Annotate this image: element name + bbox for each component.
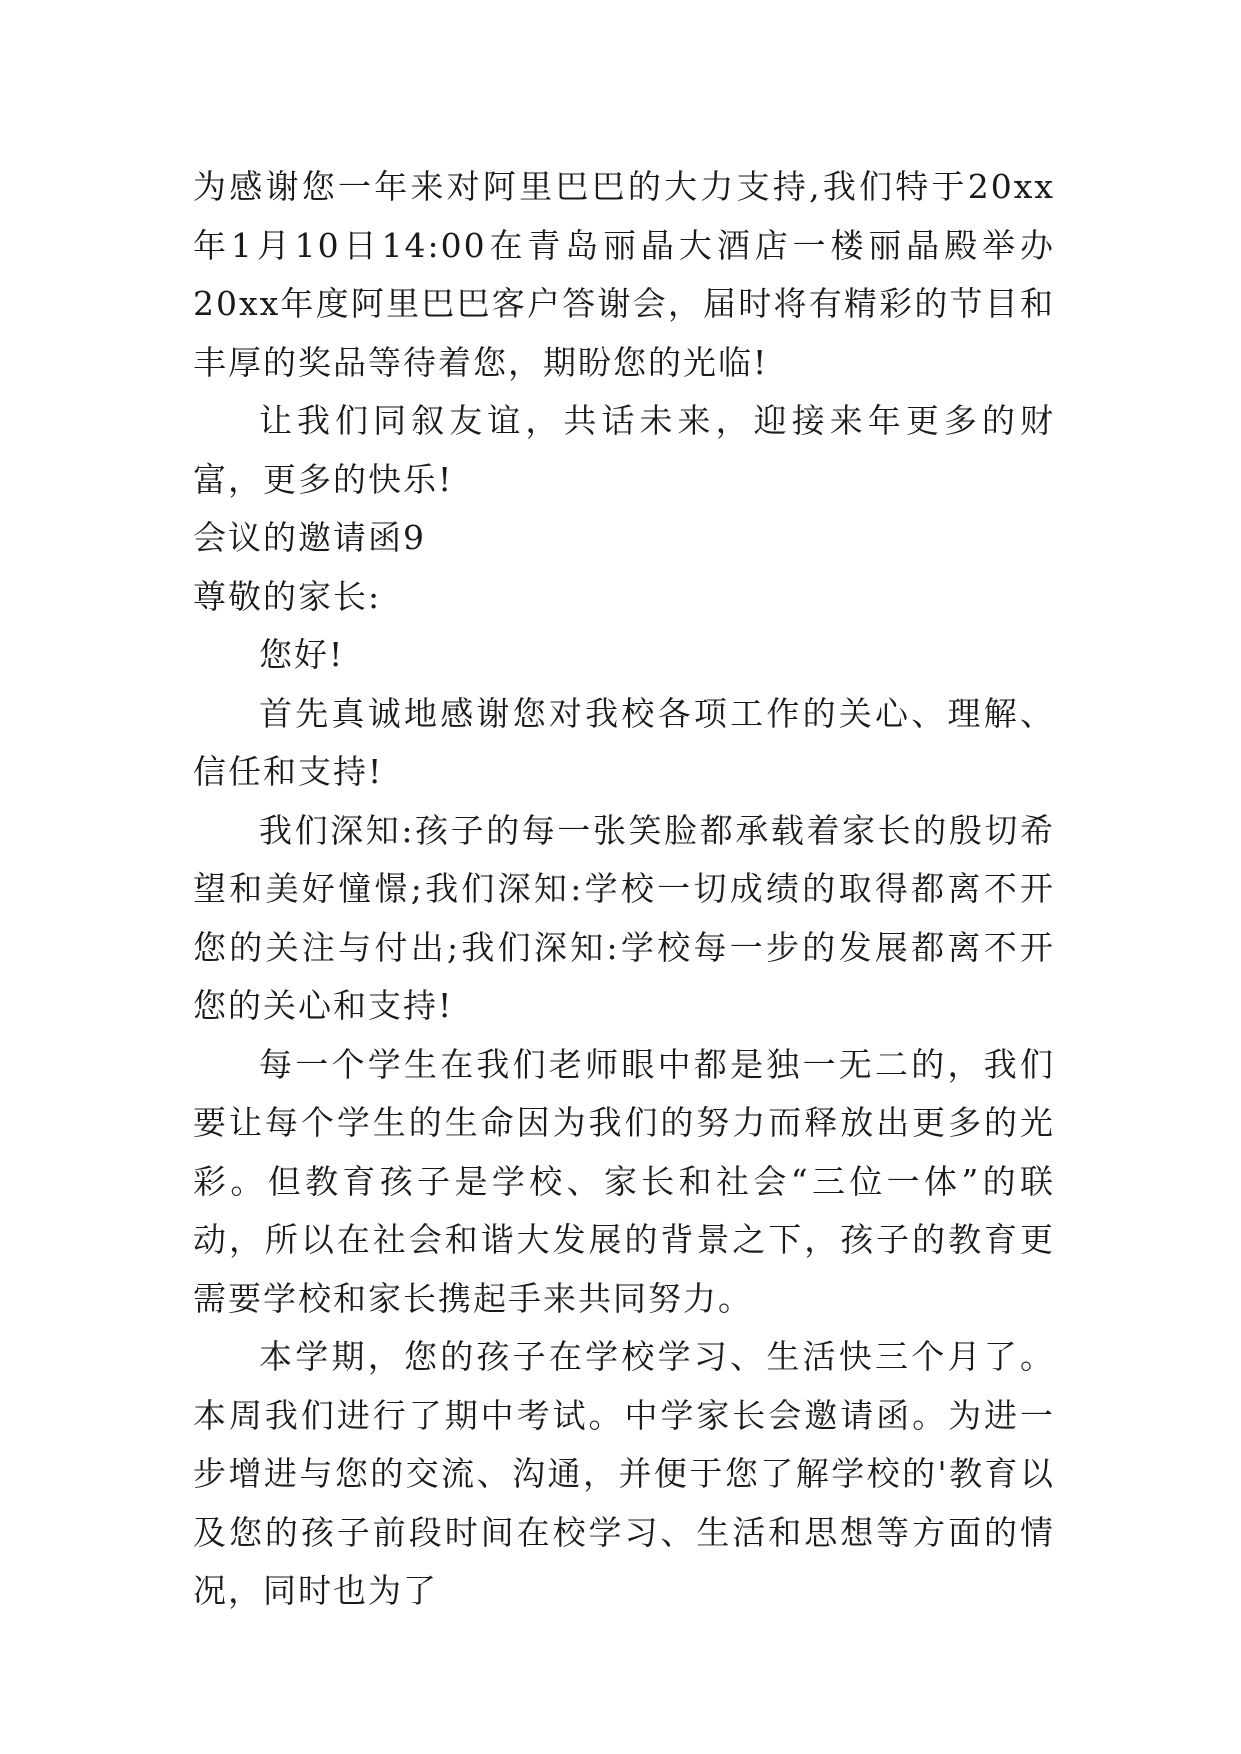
salutation: 尊敬的家长: [193, 576, 382, 616]
document-body [193, 158, 1055, 1621]
paragraph-this-semester: 本学期，您的孩子在学校学习、生活快三个月了。本周我们进行了期中考试。中学家长会邀请函。为进一步增进与您的交流、沟通，并便于您了解学校的'教育以及您的孩子前段时间在校学习、生活和思想等方面的情况，同时也为了 [193, 1337, 1055, 1610]
greeting: 您好! [259, 635, 345, 674]
paragraph-thanks-invitation: 为感谢您一年来对阿里巴巴的大力支持,我们特于20xx年1月10日14:00在青岛丽晶大酒店一楼丽晶殿举办20xx年度阿里巴巴客户答谢会，届时将有精彩的节目和丰厚的奖品等待着您，期盼您的光临! [193, 167, 1055, 382]
paragraph-every-student: 每一个学生在我们老师眼中都是独一无二的，我们要让每个学生的生命因为我们的努力而释放出更多的光彩。但教育孩子是学校、家长和社会“三位一体”的联动，所以在社会和谐大发展的背景之下，孩子的教育更需要学校和家长携起手来共同努力。 [193, 1044, 1055, 1318]
section-heading: 会议的邀请函9 [193, 518, 426, 557]
paragraph-friendship-future: 让我们同叙友谊，共话未来，迎接来年更多的财富，更多的快乐! [193, 401, 1055, 499]
paragraph-gratitude: 首先真诚地感谢您对我校各项工作的关心、理解、信任和支持! [193, 693, 1055, 791]
paragraph-we-know: 我们深知:孩子的每一张笑脸都承载着家长的殷切希望和美好憧憬;我们深知:学校一切成绩的取得都离不开您的关注与付出;我们深知:学校每一步的发展都离不开您的关心和支持! [193, 810, 1055, 1025]
